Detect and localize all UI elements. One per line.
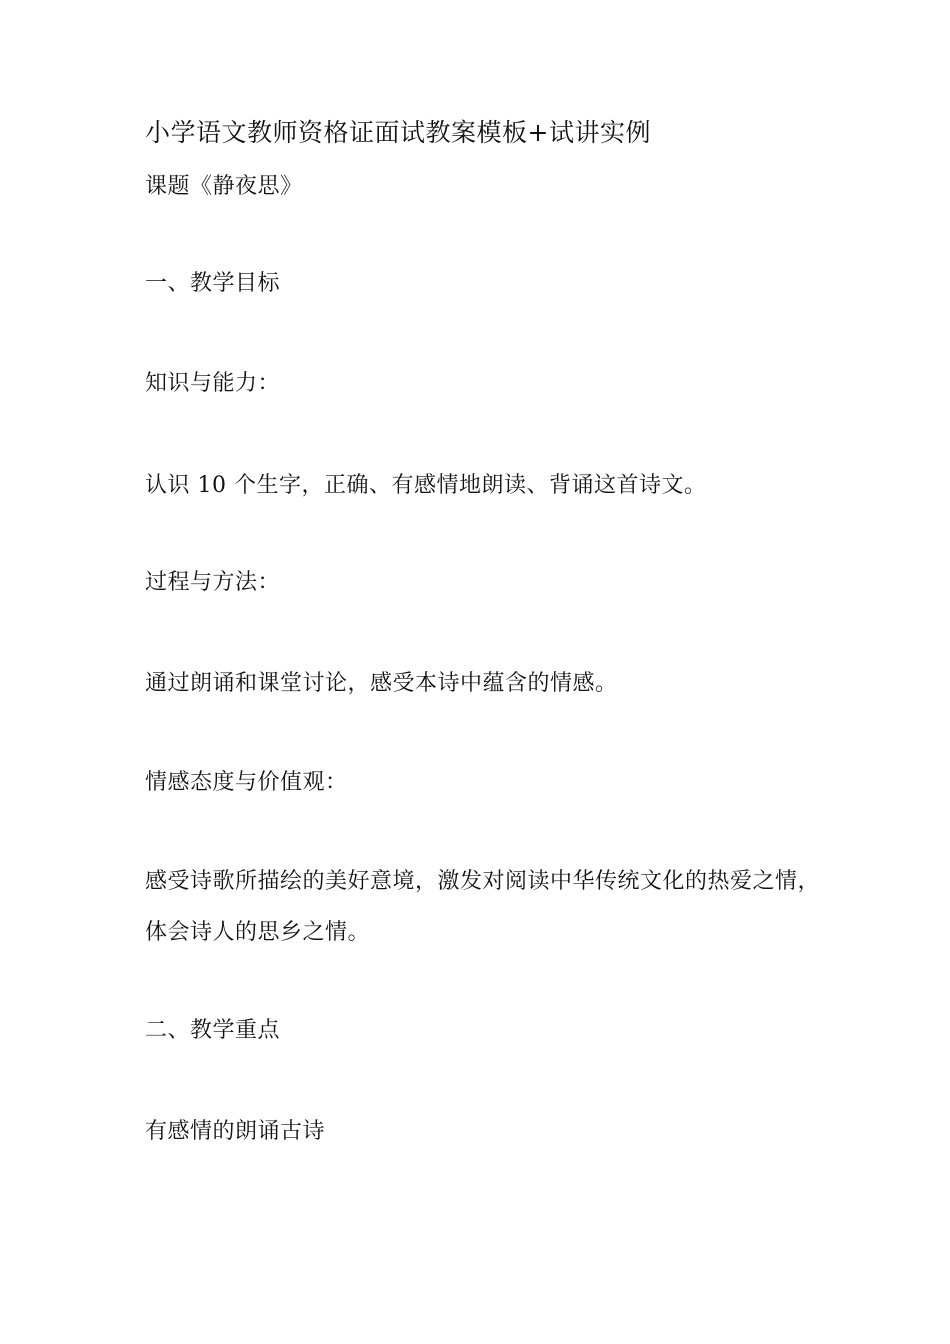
paragraph-knowledge-ability: 认识 10 个生字，正确、有感情地朗读、背诵这首诗文。: [145, 473, 707, 498]
section-heading-teaching-focus: 二、教学重点: [145, 1018, 281, 1043]
subheading-emotion-values: 情感态度与价值观：: [145, 770, 348, 795]
paragraph-teaching-focus: 有感情的朗诵古诗: [145, 1119, 326, 1144]
paragraph-emotion-values-line1: 感受诗歌所描绘的美好意境，激发对阅读中华传统文化的热爱之情，: [145, 869, 821, 894]
subheading-process-method: 过程与方法：: [145, 570, 281, 595]
document-title: 小学语文教师资格证面试教案模板+试讲实例: [145, 118, 651, 147]
lesson-subject: 课题《静夜思》: [145, 174, 303, 199]
section-heading-teaching-goals: 一、教学目标: [145, 271, 281, 296]
subheading-knowledge-ability: 知识与能力：: [145, 371, 281, 396]
paragraph-emotion-values-line2: 体会诗人的思乡之情。: [145, 920, 371, 945]
paragraph-process-method: 通过朗诵和课堂讨论，感受本诗中蕴含的情感。: [145, 671, 618, 696]
